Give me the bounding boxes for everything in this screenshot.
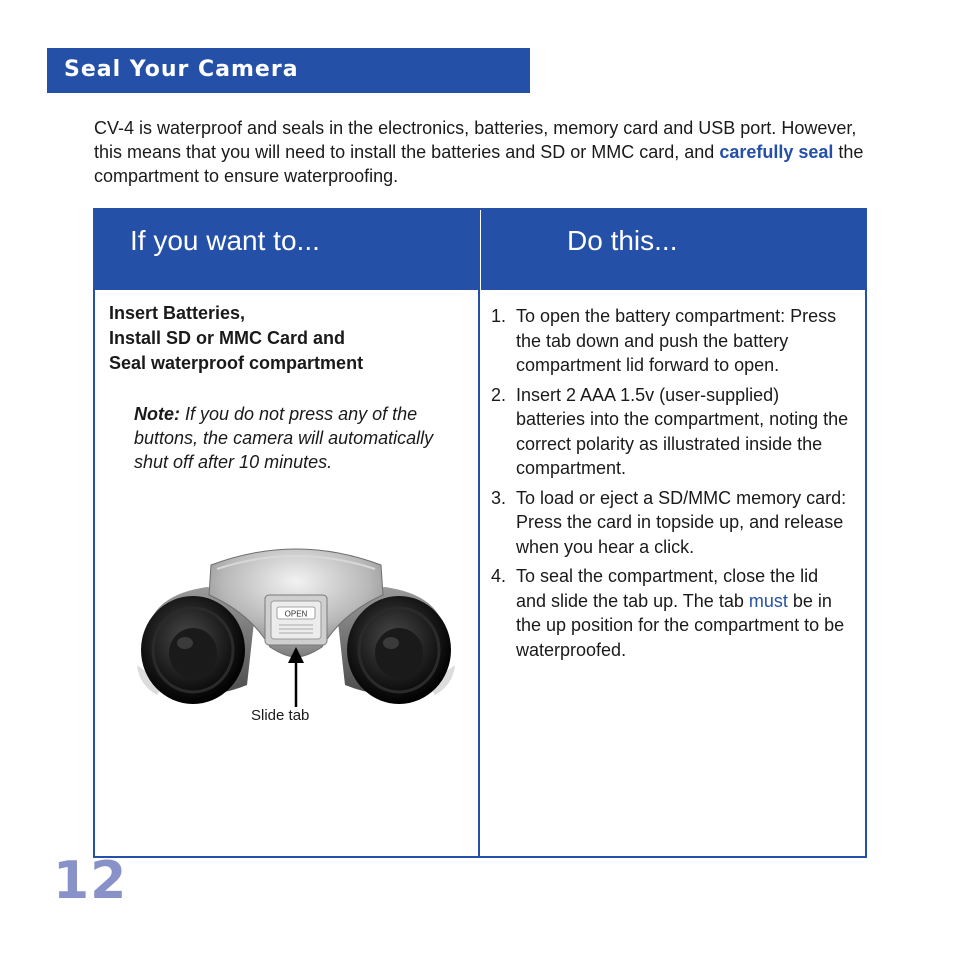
intro-emphasis: carefully seal [719,142,834,162]
task-line: Seal waterproof compartment [109,353,364,373]
page-number: 12 [53,851,128,911]
camera-right-lens [347,596,451,704]
intro-paragraph [94,116,864,188]
section-title: Seal Your Camera [64,57,299,82]
step-item [491,486,851,560]
note-text: If you do not press any of the buttons, the camera will automatically shut off after 10 minutes. [134,404,434,472]
step-number: 2. [491,384,507,405]
step-item [491,304,851,378]
step-text: To load or eject a SD/MMC memory card: Press the card in topside up, and release when you hear a click. [516,487,847,557]
step-emphasis: must [748,590,788,611]
step-text-start: To seal the compartment, close the lid and slide the tab up. The tab [516,566,819,611]
instruction-table [93,208,867,858]
step-text: To open the battery compartment: Press the tab down and push the battery compartment lid forward to open. [516,306,837,375]
step-number: 1. [491,306,507,326]
step-number: 4. [491,566,507,586]
task-title [109,301,363,376]
steps-list [491,304,851,667]
column-header-right-label: Do this... [567,225,678,256]
section-banner [47,48,530,93]
intro-text-start: CV-4 is waterproof and seals in the electronics, batteries, memory card and USB port. However, this means that you will need to install the batteries and SD or MMC card, and [94,118,857,162]
step-text-end: be in the up position for the compartment to be waterproofed. [516,590,845,660]
column-divider [478,210,480,856]
intro-text-end: the compartment to ensure waterproofing. [94,142,864,186]
column-header-left-label: If you want to... [130,225,320,256]
step-text: Insert 2 AAA 1.5v (user-supplied) batteries into the compartment, noting the correct polarity as illustrated inside the compartment. [516,384,849,478]
task-line: Insert Batteries, [109,303,246,323]
task-line: Install SD or MMC Card and [109,328,346,348]
step-number: 3. [491,487,507,508]
slide-tab [265,595,327,645]
illustration-caption: Slide tab [251,707,310,724]
column-header-left [95,210,478,290]
camera-left-lens [141,596,245,704]
step-item [491,564,851,662]
step-item [491,383,851,481]
slide-tab-label: OPEN [284,609,308,619]
column-header-right [481,210,865,290]
note-label: Note: [134,404,180,424]
note-paragraph [134,402,434,474]
camera-illustration [137,535,455,725]
